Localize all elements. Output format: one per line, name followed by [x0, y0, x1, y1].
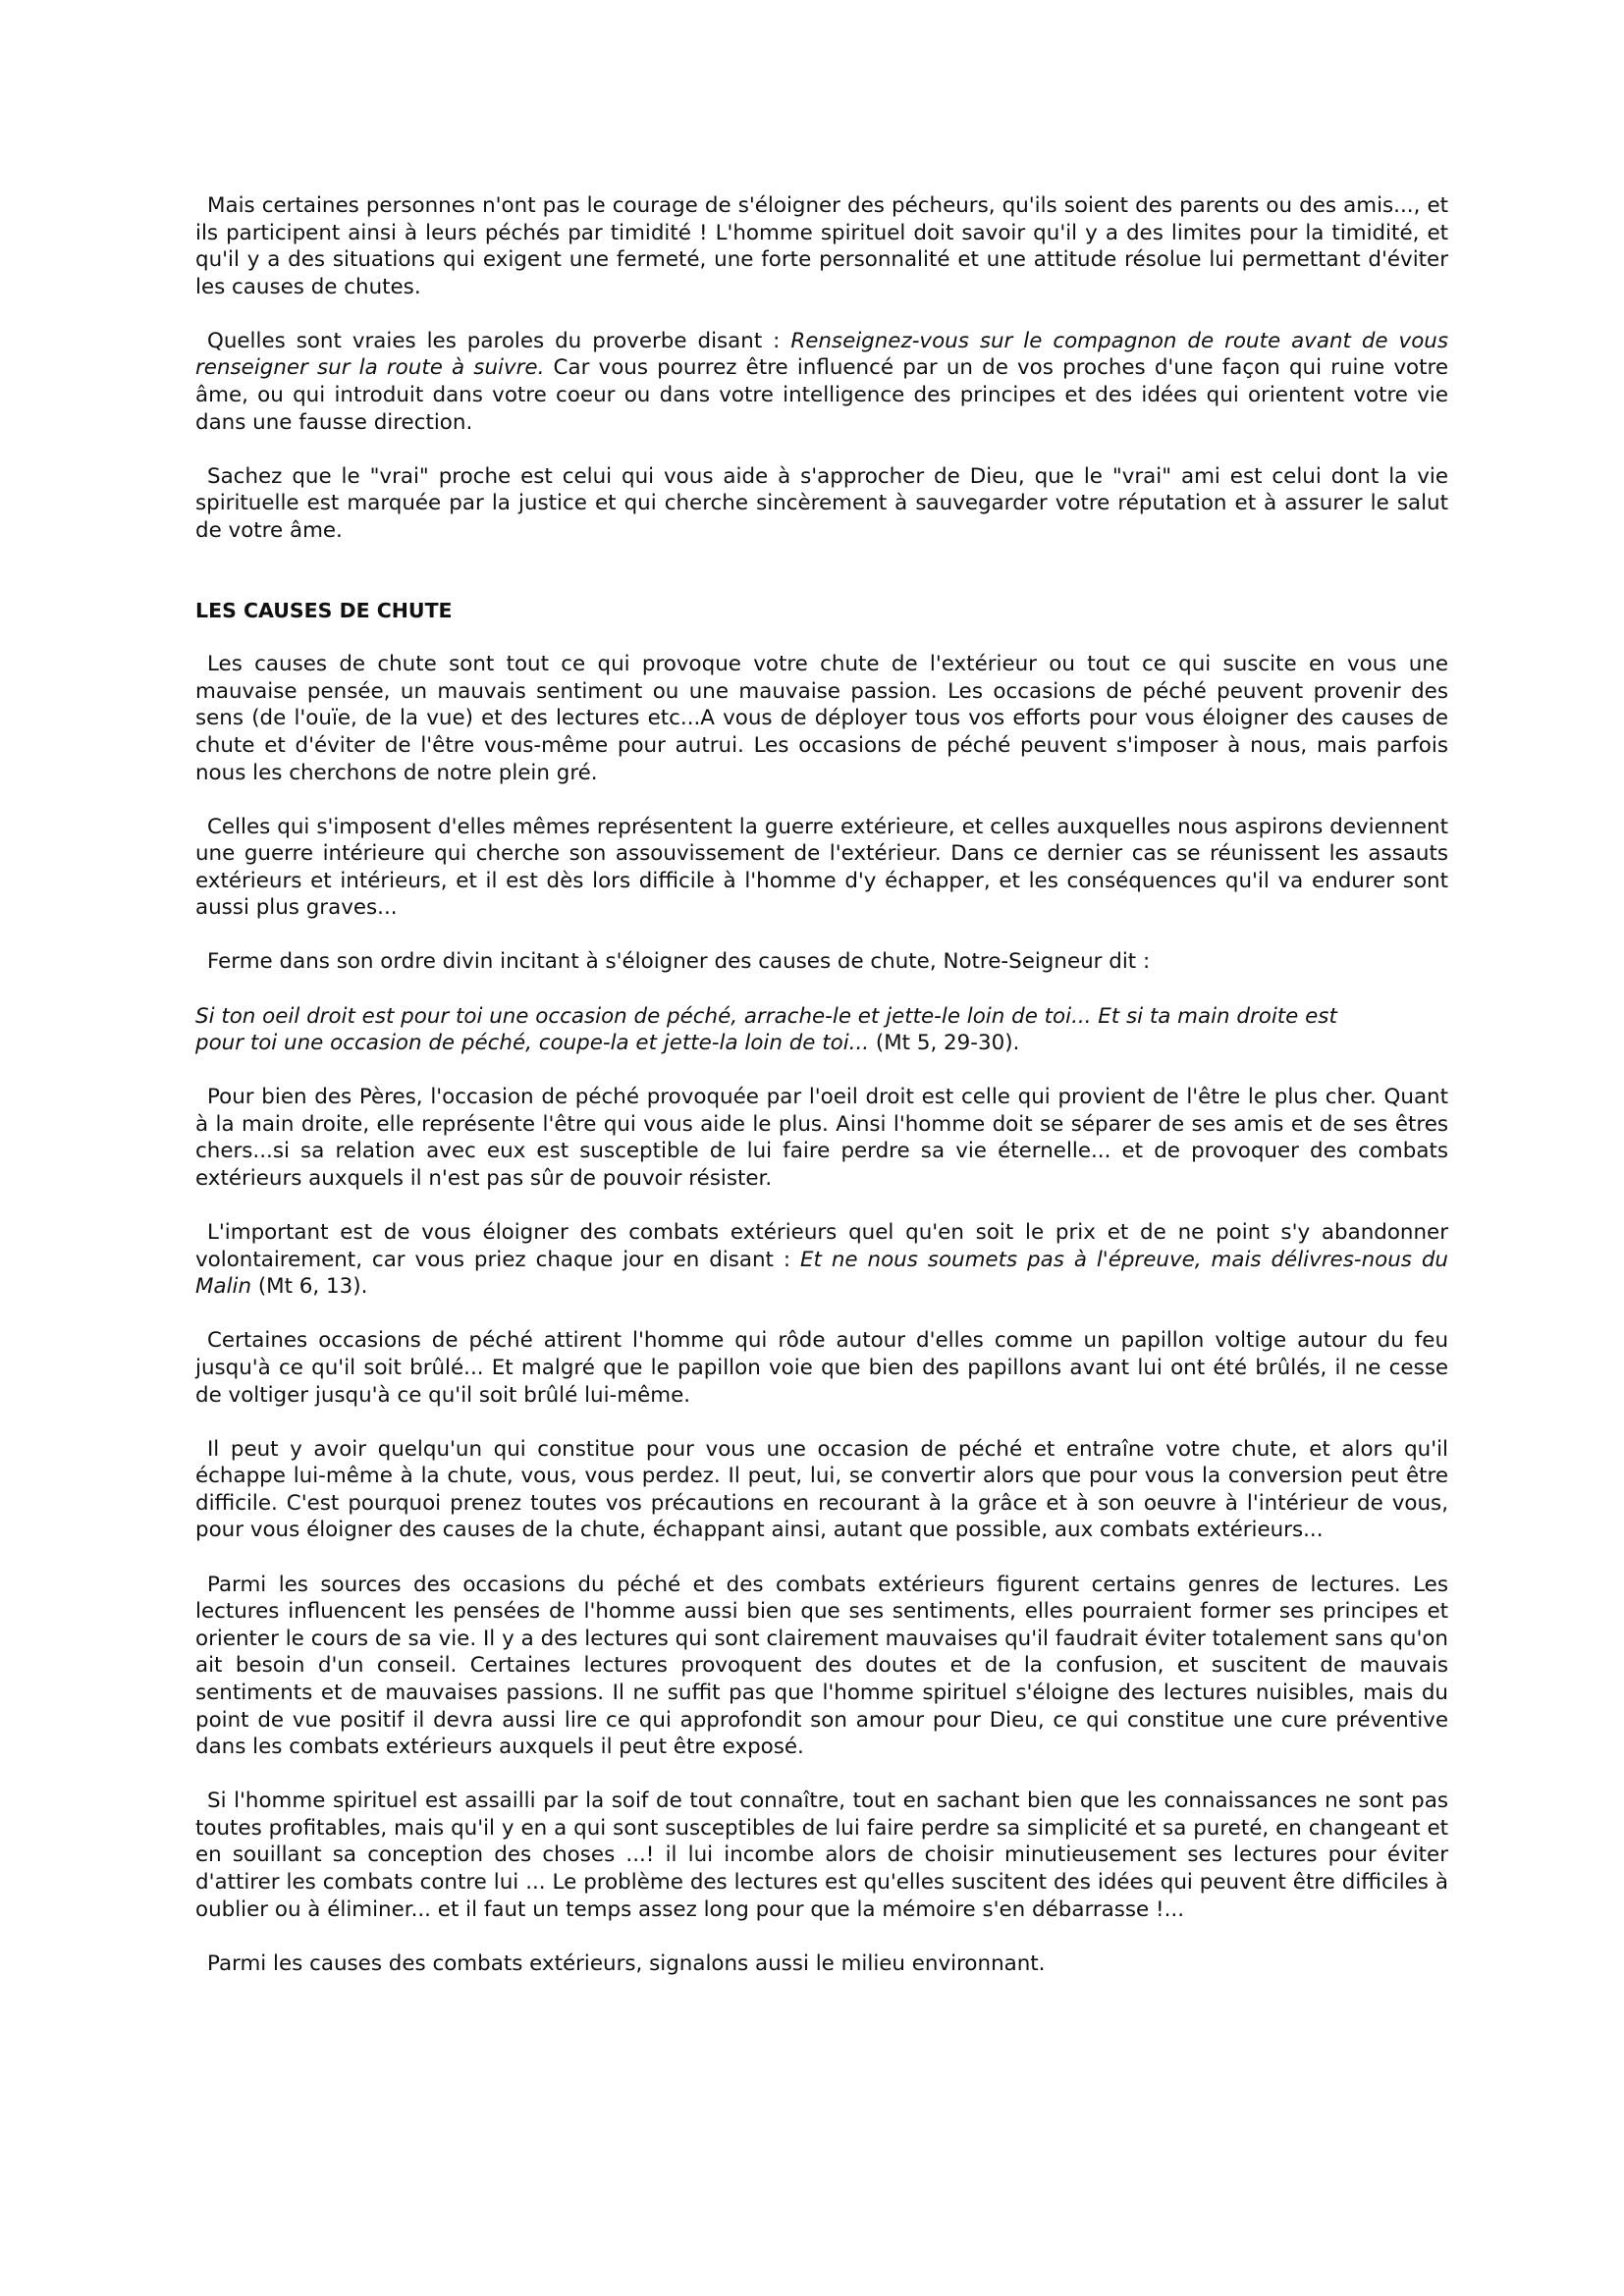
scripture-quote — [195, 1003, 1354, 1057]
scripture-quote-text: Si ton oeil droit est pour toi une occasion de péché, arrache-le et jette-le loin de toi... Et si ta main droite est pour toi une occasion de péché, coupe-la et jette-la loin de toi... — [195, 1003, 1337, 1056]
document-page — [195, 192, 1448, 2004]
paragraph-text-before: Quelles sont vraies les paroles du proverbe disant : — [207, 328, 791, 353]
paragraph-true-friend — [195, 463, 1448, 545]
paragraph-fathers — [195, 1084, 1448, 1192]
paragraph-environment — [195, 1950, 1448, 1978]
paragraph-text: Ferme dans son ordre divin incitant à s'éloigner des causes de chute, Notre-Seigneur dit : — [207, 949, 1151, 975]
paragraph-causes-definition — [195, 651, 1448, 786]
paragraph-prayer — [195, 1219, 1448, 1301]
paragraph-butterfly — [195, 1327, 1448, 1409]
prayer-quote: Et ne nous soumets pas à l'épreuve, mais délivres-nous du Malin — [195, 1247, 1448, 1300]
paragraph-text: Les causes de chute sont tout ce qui provoque votre chute de l'extérieur ou tout ce qui suscite en vous une mauvaise pensée, un mauvais sentiment ou une mauvaise passion. Les occasions de péché peuvent provenir des sens (de l'ouïe, de la vue) et des lectures etc...A vous de déployer tous vos efforts pour vous éloigner des causes de chute et d'éviter de l'être vous-même pour autrui. Les occasions de péché peuvent s'imposer à nous, mais parfois nous les cherchons de notre plein gré. — [195, 652, 1448, 785]
paragraph-text-before: L'important est de vous éloigner des combats extérieurs quel qu'en soit le prix et de ne point s'y abandonner volontairement, car vous priez chaque jour en disant : — [195, 1220, 1448, 1272]
paragraph-readings — [195, 1572, 1448, 1761]
paragraph-text: Pour bien des Pères, l'occasion de péché provoquée par l'oeil droit est celle qui provient de l'être le plus cher. Quant à la main droite, elle représente l'être qui vous aide le plus. Ainsi l'homme doit se séparer de ses amis et de ses êtres chers...si sa relation avec eux est susceptible de lui faire perdre sa vie éternelle... et de provoquer des combats extérieurs auxquels il n'est pas sûr de pouvoir résister. — [195, 1085, 1448, 1192]
paragraph-text: Mais certaines personnes n'ont pas le courage de s'éloigner des pécheurs, qu'ils soient des parents ou des amis..., et ils participent ainsi à leurs péchés par timidité ! L'homme spirituel doit savoir qu'il y a des limites pour la timidité, et qu'il y a des situations qui exigent une fermeté, une forte personnalité et une attitude résolue lui permettant d'éviter les causes de chutes. — [195, 193, 1448, 299]
paragraph-knowledge — [195, 1788, 1448, 1923]
paragraph-text-after: Car vous pourrez être influencé par un de vos proches d'une façon qui ruine votre âme, ou qui introduit dans votre coeur ou dans votre intelligence des principes et des idées qui orientent votre vie dans une fausse direction. — [195, 355, 1448, 435]
paragraph-text: Celles qui s'imposent d'elles mêmes représentent la guerre extérieure, et celles auxquelles nous aspirons deviennent une guerre intérieure qui cherche son assouvissement de l'extérieur. Dans ce dernier cas se réunissent les assauts extérieurs et intérieurs, et il est dès lors difficile à l'homme d'y échapper, et les conséquences qu'il va endurer sont aussi plus graves... — [195, 814, 1448, 921]
paragraph-proverb — [195, 328, 1448, 436]
paragraph-text: Si l'homme spirituel est assailli par la soif de tout connaître, tout en sachant bien que les connaissances ne sont pas toutes profitables, mais qu'il y en a qui sont susceptibles de lui faire perdre sa simplicité et sa pureté, en changeant et en souillant sa conception des choses ...! il lui incombe alors de choisir minutieusement ses lectures pour éviter d'attirer les combats contre lui ... Le problème des lectures est qu'elles suscitent des idées qui peuvent être difficiles à oublier ou à éliminer... et il faut un temps assez long pour que la mémoire s'en débarrasse !... — [195, 1789, 1448, 1922]
paragraph-divine-order — [195, 948, 1448, 976]
paragraph-text: Sachez que le "vrai" proche est celui qui vous aide à s'approcher de Dieu, que le "vrai" ami est celui dont la vie spirituelle est marquée par la justice et qui cherche sincèrement à sauvegarder votre réputation et à assurer le salut de votre âme. — [195, 463, 1448, 543]
paragraph-timidity — [195, 192, 1448, 300]
paragraph-occasion-person — [195, 1436, 1448, 1544]
paragraph-text: Il peut y avoir quelqu'un qui constitue pour vous une occasion de péché et entraîne votre chute, et alors qu'il échappe lui-même à la chute, vous, vous perdez. Il peut, lui, se convertir alors que pour vous la conversion peut être difficile. C'est pourquoi prenez toutes vos précautions en recourant à la grâce et à son oeuvre à l'intérieur de vous, pour vous éloigner des causes de la chute, échappant ainsi, autant que possible, aux combats extérieurs... — [195, 1436, 1448, 1543]
paragraph-text: Parmi les sources des occasions du péché et des combats extérieurs figurent certains genres de lectures. Les lectures influencent les pensées de l'homme aussi bien que ses sentiments, elles pourraient former ses principes et orienter le cours de sa vie. Il y a des lectures qui sont clairement mauvaises qu'il faudrait éviter totalement sans qu'on ait besoin d'un conseil. Certaines lectures provoquent des doutes et de la confusion, et suscitent de mauvais sentiments et de mauvaises passions. Il ne suffit pas que l'homme spirituel s'éloigne des lectures nuisibles, mais du point de vue positif il devra aussi lire ce qui approfondit son amour pour Dieu, ce qui constitue une cure préventive dans les combats extérieurs auxquels il peut être exposé. — [195, 1572, 1448, 1760]
paragraph-text: Certaines occasions de péché attirent l'homme qui rôde autour d'elles comme un papillon voltige autour du feu jusqu'à ce qu'il soit brûlé... Et malgré que le papillon voie que bien des papillons avant lui ont été brûlés, il ne cesse de voltiger jusqu'à ce qu'il soit brûlé lui-même. — [195, 1328, 1448, 1408]
proverb-quote: Renseignez-vous sur le compagnon de route avant de vous renseigner sur la route à suivre. — [195, 328, 1448, 381]
paragraph-text: Parmi les causes des combats extérieurs, signalons aussi le milieu environnant. — [207, 1950, 1046, 1976]
paragraph-outer-war — [195, 814, 1448, 922]
scripture-reference: (Mt 5, 29-30). — [869, 1031, 1020, 1056]
prayer-reference: (Mt 6, 13). — [251, 1274, 368, 1300]
section-heading: LES CAUSES DE CHUTE — [195, 598, 453, 622]
